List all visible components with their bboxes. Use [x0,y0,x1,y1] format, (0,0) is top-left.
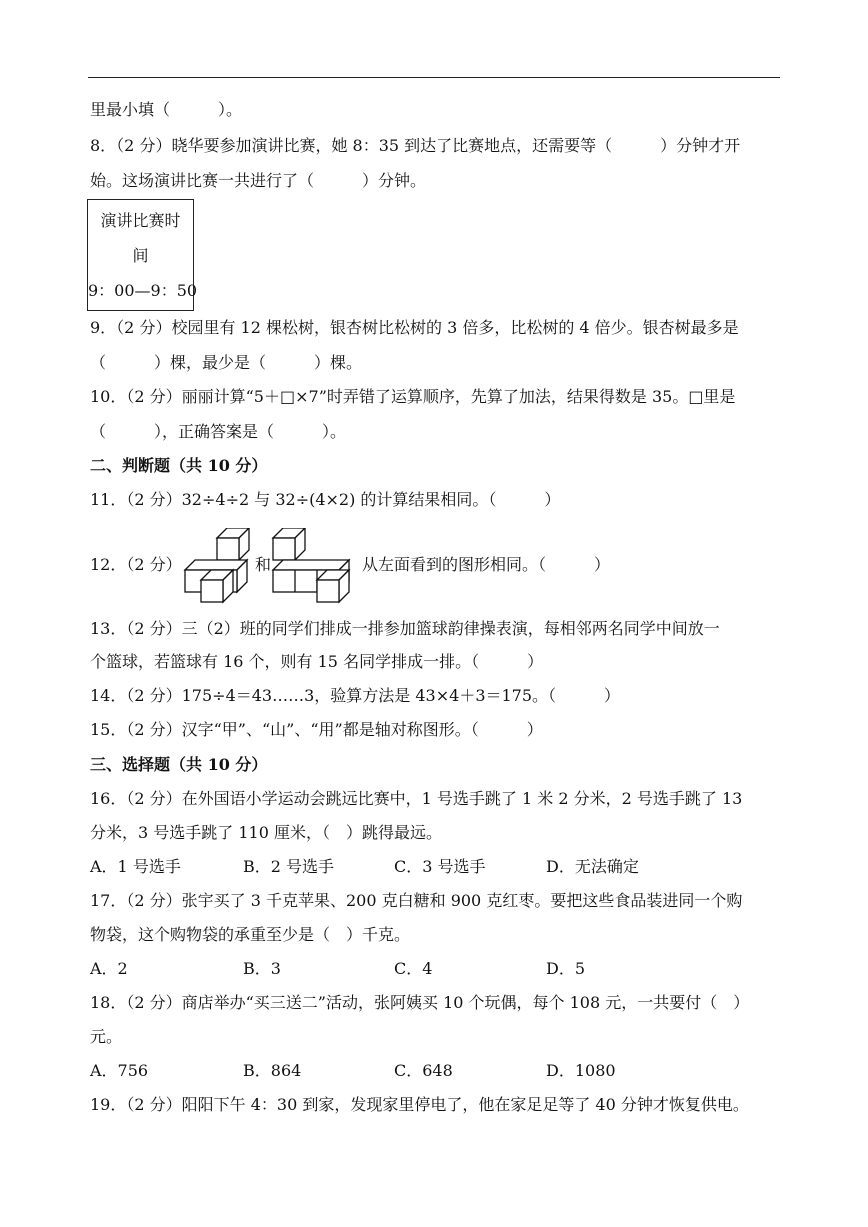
q7-tail: 里最小填（ ）。 [90,100,243,119]
q18-option-c: C．648 [394,1061,453,1080]
q16-option-d: D．无法确定 [546,857,639,876]
cube-stack-figure-2-icon [271,528,359,604]
q10-line2: （ ），正确答案是（ ）。 [90,422,347,441]
q17-option-a: A．2 [90,959,128,978]
q18-line2: 元。 [90,1027,123,1046]
q17-line2: 物袋，这个购物袋的承重至少是（ ）千克。 [90,925,411,944]
q17-option-c: C．4 [394,959,433,978]
q12-prefix: 12．（2 分） [90,555,182,574]
schedule-box-line2: 间 [132,246,149,265]
cube-stack-figure-1-icon [181,528,255,604]
q10-line1: 10．（2 分）丽丽计算“5＋□×7”时弄错了运算顺序，先算了加法，结果得数是 35。□里是 [90,387,736,406]
q13-line2: 个篮球，若篮球有 16 个，则有 15 名同学排成一排。（ ） [90,652,544,671]
q19: 19．（2 分）阳阳下午 4：30 到家，发现家里停电了，他在家足足等了 40 分钟才恢复供电。 [90,1095,749,1114]
q8-line2: 始。这场演讲比赛一共进行了（ ）分钟。 [90,171,427,190]
q12-suffix: 从左面看到的图形相同。（ ） [362,555,611,574]
q11: 11．（2 分）32÷4÷2 与 32÷(4×2) 的计算结果相同。（ ） [90,490,561,509]
q15: 15．（2 分）汉字“甲”、“山”、“用”都是轴对称图形。（ ） [90,720,543,739]
q9-line1: 9．（2 分）校园里有 12 棵松树，银杏树比松树的 3 倍多，比松树的 4 倍少。银杏树最多是 [90,318,739,337]
section-choice-title: 三、选择题（共 10 分） [90,755,268,774]
q13-line1: 13．（2 分）三（2）班的同学们排成一排参加篮球韵律操表演，每相邻两名同学中间放一 [90,619,720,638]
schedule-box-line1: 演讲比赛时 [100,211,181,230]
q16-option-a: A．1 号选手 [90,857,181,876]
q16-option-c: C．3 号选手 [394,857,486,876]
schedule-box-line3: 9：00—9：50 [88,281,198,300]
schedule-box [87,199,198,311]
q18-option-d: D．1080 [546,1061,616,1080]
q8-line1: 8．（2 分）晓华要参加演讲比赛，她 8：35 到达了比赛地点，还需要等（ ）分钟才开 [90,136,741,155]
q16-line2: 分米，3 号选手跳了 110 厘米，（ ）跳得最远。 [90,823,442,842]
header-rule [88,77,780,78]
q9-line2: （ ）棵，最少是（ ）棵。 [90,353,363,372]
q18-option-a: A．756 [90,1061,149,1080]
q17-option-b: B．3 [243,959,281,978]
q18-line1: 18．（2 分）商店举办“买三送二”活动，张阿姨买 10 个玩偶，每个 108 元，一共要付（ ） [90,993,750,1012]
q17-option-d: D．5 [546,959,586,978]
q14: 14．（2 分）175÷4＝43……3，验算方法是 43×4＋3＝175。（ ） [90,686,621,705]
q17-line1: 17．（2 分）张宇买了 3 千克苹果、200 克白糖和 900 克红枣。要把这些食品装进同一个购 [90,891,743,910]
q16-option-b: B．2 号选手 [243,857,335,876]
q12-and: 和 [255,555,272,574]
section-judgement-title: 二、判断题（共 10 分） [90,456,268,475]
q16-line1: 16．（2 分）在外国语小学运动会跳远比赛中，1 号选手跳了 1 米 2 分米，2 号选手跳了 13 [90,789,743,808]
q18-option-b: B．864 [243,1061,302,1080]
